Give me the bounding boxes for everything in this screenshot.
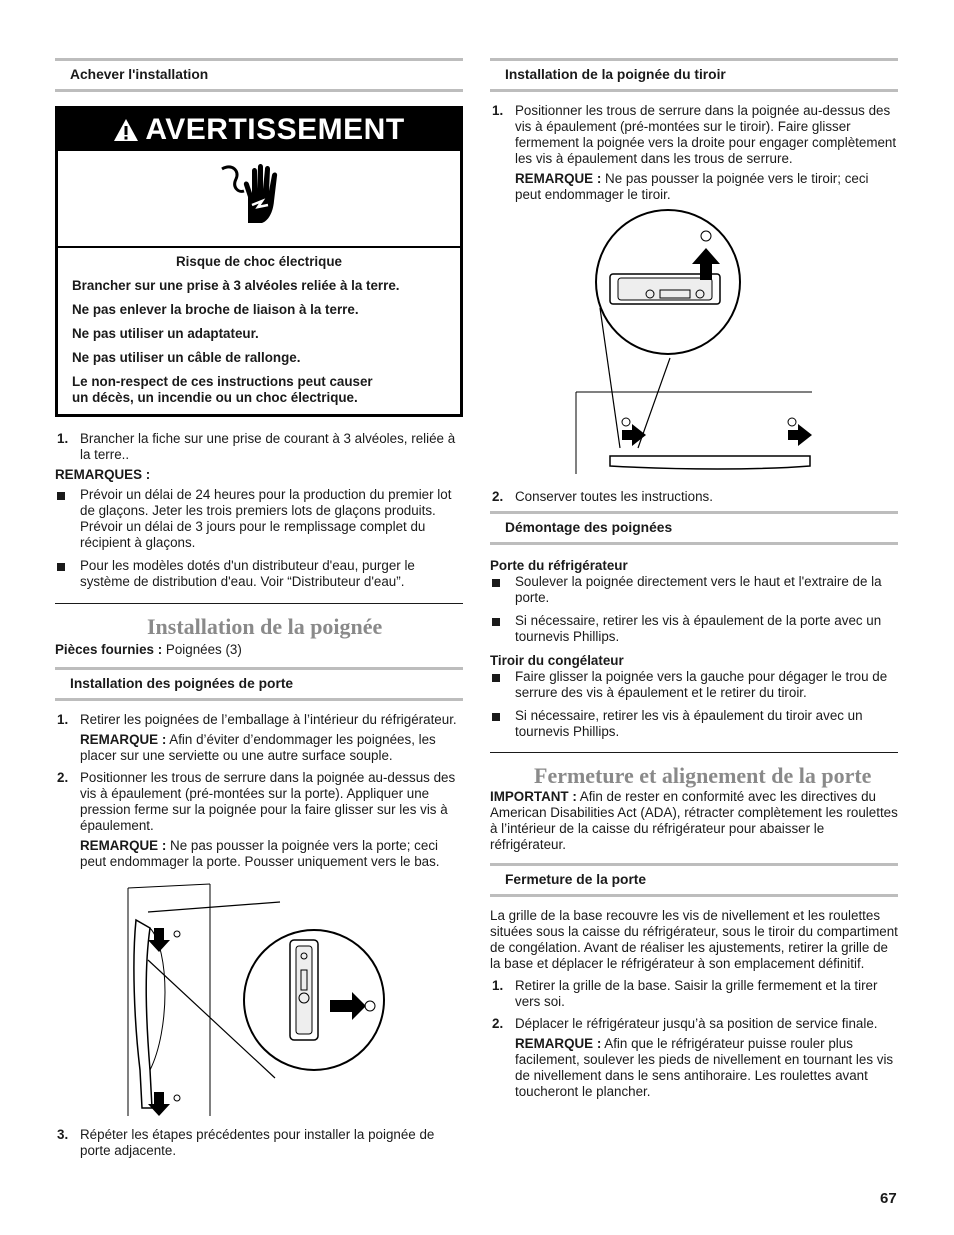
warning-line: Brancher sur une prise à 3 alvéoles reliée à la terre.: [72, 278, 400, 293]
warning-box: [55, 106, 463, 417]
warning-title: AVERTISSEMENT: [145, 113, 405, 146]
list-item: 2. Déplacer le réfrigérateur jusqu’à sa position de service finale. REMARQUE : Afin que le réfrigérateur puisse rouler plus facilement, soulever les pieds de nivellement en tournant les vis de nivellement dans le sens antihoraire. Les roulettes avant toucheront le plancher.: [490, 1016, 898, 1100]
list-item: Pour les modèles dotés d'un distributeur d'eau, purger le système de distribution d'eau. Voir “Distributeur d'eau”.: [55, 558, 463, 590]
section-heading-porte: Installation des poignées de porte: [55, 667, 463, 701]
drawer-handle-steps: [490, 103, 898, 203]
bullet-square-icon: [57, 492, 65, 500]
section-heading-tiroir: Installation de la poignée du tiroir: [490, 58, 898, 92]
divider: [55, 603, 463, 604]
warning-line: Ne pas utiliser un câble de rallonge.: [72, 350, 301, 365]
list-item: 3. Répéter les étapes précédentes pour installer la poignée de porte adjacente.: [57, 1127, 435, 1158]
list-item: 1. Retirer la grille de la base. Saisir la grille fermement et la tirer vers soi.: [492, 978, 878, 1009]
list-item: 1. Positionner les trous de serrure dans la poignée au-dessus des vis à épaulement (pré-montées sur le tiroir). Faire glisser fermement la poignée vers la droite pour engager complètement les vis à épaulement dans les trous de serrure. REMARQUE : Ne pas pousser la poignée vers le tiroir; ceci peut endommager le tiroir.: [492, 103, 897, 202]
bullet-square-icon: [57, 563, 65, 571]
list-item: Si nécessaire, retirer les vis à épaulement du tiroir avec un tournevis Phillips.: [490, 708, 898, 740]
warning-icon-area: [58, 151, 460, 248]
note: REMARQUE : Afin d’éviter d’endommager les poignées, les placer sur une serviette ou une autre surface souple.: [80, 732, 436, 763]
drawer-handle-steps-2: [490, 489, 898, 505]
drawer-handle-illustration: [560, 208, 820, 478]
divider: [490, 752, 898, 753]
fermeture-steps: [490, 978, 898, 1100]
important-paragraph: IMPORTANT : Afin de rester en conformité avec les directives du American Disabilities Act (ADA), rétracter complètement les roulettes à l’intérieur de la caisse du réfrigérateur pour abaisser le réfrigérateur.: [490, 789, 898, 852]
list-item: Faire glisser la poignée vers la gauche pour dégager le trou de serrure des vis à épaulement et le retirer du tiroir.: [490, 669, 898, 701]
warning-text: [58, 248, 460, 414]
list-item: Soulever la poignée directement vers le haut et l'extraire de la porte.: [490, 574, 898, 606]
bullet-square-icon: [492, 674, 500, 682]
note: REMARQUE : Ne pas pousser la poignée vers le tiroir; ceci peut endommager le tiroir.: [515, 171, 869, 202]
warning-consequence: Le non-respect de ces instructions peut causer un décès, un incendie ou un choc électrique.: [72, 374, 373, 405]
section-heading-achever: Achever l'installation: [55, 58, 463, 92]
note: REMARQUE : Afin que le réfrigérateur puisse rouler plus facilement, soulever les pieds de nivellement en tournant les vis de nivellement dans le sens antihoraire. Les roulettes avant toucheront le plancher.: [515, 1036, 894, 1099]
list-item: 1. Retirer les poignées de l’emballage à l’intérieur du réfrigérateur. REMARQUE : Afin d’éviter d’endommager les poignées, les placer sur une serviette ou une autre surface souple.: [55, 712, 463, 764]
frigo-list: [490, 574, 898, 645]
left-column: [55, 58, 463, 876]
warning-line: Ne pas utiliser un adaptateur.: [72, 326, 259, 341]
subheading-porte-frigo: Porte du réfrigérateur: [490, 558, 628, 573]
bullet-square-icon: [492, 713, 500, 721]
note: REMARQUE : Ne pas pousser la poignée vers la porte; ceci peut endommager la porte. Pousser uniquement vers le bas.: [80, 838, 440, 869]
pieces-fournies: Pièces fournies : Poignées (3): [55, 642, 242, 657]
right-lower: [490, 489, 898, 1106]
connect-steps: [55, 431, 463, 463]
door-handle-illustration: [110, 880, 400, 1120]
door-handle-steps: [55, 712, 463, 870]
subheading-tiroir-congel: Tiroir du congélateur: [490, 653, 624, 668]
remarques-list: [55, 487, 463, 590]
section-title-poignee: Installation de la poignée: [147, 614, 383, 639]
warning-title-bar: [58, 109, 460, 151]
right-column: [490, 58, 898, 209]
list-item: 2. Conserver toutes les instructions.: [492, 489, 713, 504]
list-item: Prévoir un délai de 24 heures pour la production du premier lot de glaçons. Jeter les trois premiers lots de glaçons produits. Prévoir un délai de 3 jours pour le remplissage complet du récipient à glaçons.: [55, 487, 463, 551]
section-title-fermeture: Fermeture et alignement de la porte: [534, 763, 872, 788]
section-heading-demontage: Démontage des poignées: [490, 511, 898, 545]
left-step-3: [55, 1127, 463, 1165]
list-item: 1. Brancher la fiche sur une prise de courant à 3 alvéoles, reliée à la terre..: [57, 431, 456, 462]
electric-shock-hand-icon: [218, 161, 298, 231]
remarques-label: REMARQUES :: [55, 467, 151, 482]
page-number: 67: [880, 1190, 897, 1207]
warning-hazard: Risque de choc électrique: [176, 254, 342, 269]
fermeture-intro: La grille de la base recouvre les vis de nivellement et les roulettes situées sous la caisse du réfrigérateur, sous le tiroir du compartiment de congélation. Avant de réaliser les ajustements, retirer la grille de la base et déplacer le réfrigérateur à son emplacement définitif.: [490, 908, 898, 971]
list-item: Si nécessaire, retirer les vis à épaulement de la porte avec un tournevis Phillips.: [490, 613, 898, 645]
bullet-square-icon: [492, 618, 500, 626]
warning-line: Ne pas enlever la broche de liaison à la terre.: [72, 302, 359, 317]
list-item: 2. Positionner les trous de serrure dans la poignée au-dessus des vis à épaulement (pré-montées sur la porte). Appliquer une pression ferme sur la poignée pour la faire glisser sur les vis à épaulement. REMARQUE : Ne pas pousser la poignée vers la porte; ceci peut endommager la porte. Pousser uniquement vers le bas.: [55, 770, 463, 870]
warning-triangle-icon: [113, 118, 139, 142]
congel-list: [490, 669, 898, 740]
bullet-square-icon: [492, 579, 500, 587]
section-heading-fermeture-porte: Fermeture de la porte: [490, 863, 898, 897]
